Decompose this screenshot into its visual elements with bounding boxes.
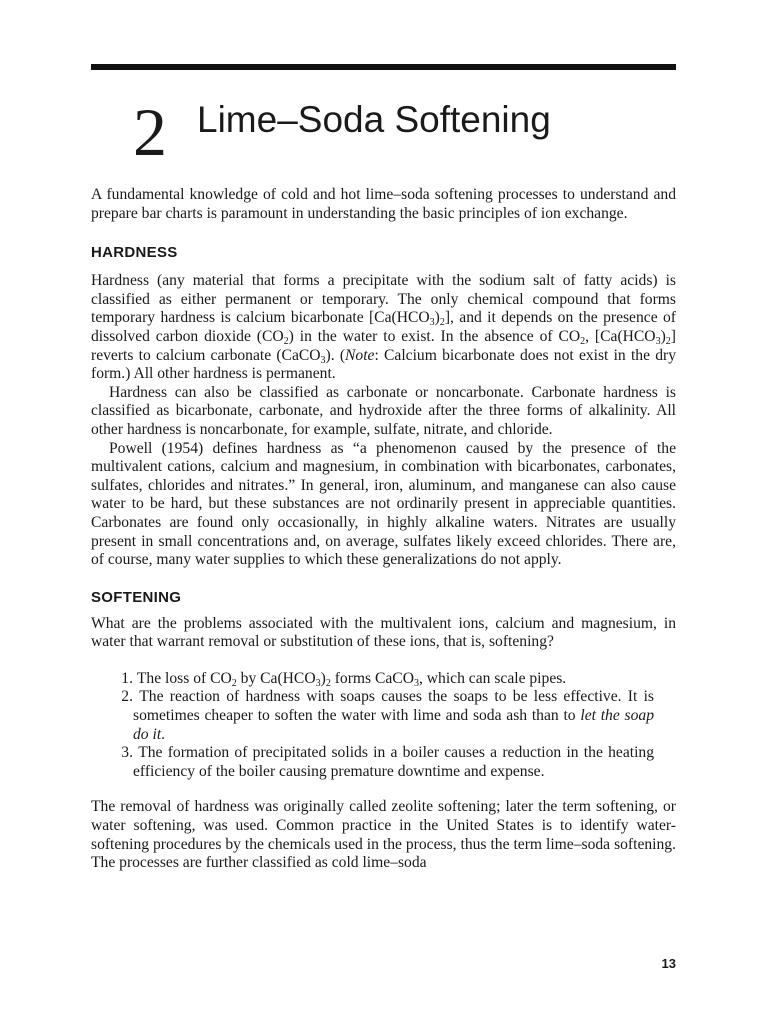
page-number: 13	[661, 956, 676, 971]
text-run: .	[161, 725, 166, 743]
list-number: 1.	[121, 669, 133, 687]
subscript: 2	[439, 317, 445, 329]
text-run: by Ca(HCO	[236, 669, 316, 687]
hardness-paragraph-3: Powell (1954) defines hardness as “a phenomenon caused by the presence of the multivalent cations, calcium and magnesium, in combination with bicarbonates, carbonates, sulfates, chlorides and nitrates.” In general, iron, aluminum, and manganese can also cause water to be hard, but these substances are not ordinarily present in appreciable quantities. Carbonates are found only occasionally, in highly alkaline waters. Nitrates are usually present in small concentrations and, on average, sulfates likely exceed chlorides. There are, of course, many water supplies to which these generalizations do not apply.	[91, 439, 676, 569]
hardness-paragraph-2: Hardness can also be classified as carbonate or noncarbonate. Carbonate hardness is classified as bicarbonate, carbonate, and hydroxide after the three forms of alkalinity. All other hardness is noncarbonate, for example, sulfate, nitrate, and chloride.	[91, 383, 676, 438]
text-run: , which can scale pipes.	[418, 669, 567, 687]
text-run: ). (	[325, 346, 346, 364]
subscript: 3	[655, 335, 661, 347]
chapter-title: Lime–Soda Softening	[197, 99, 551, 140]
subscript: 3	[315, 677, 321, 689]
text-run: Hardness (any material that forms a precipitate with the sodium salt of fatty acids) is classified as either permanent or temporary. The only chemical compound that forms temporary hardness is calcium bicarbonate [Ca(HCO	[91, 272, 676, 327]
problems-list	[91, 670, 676, 782]
text-run: )	[660, 327, 666, 345]
list-item-text	[133, 744, 654, 781]
chapter-number: 2	[133, 94, 167, 170]
list-item	[91, 688, 676, 744]
subscript: 2	[665, 335, 671, 347]
subscript: 3	[320, 354, 326, 366]
chapter-top-rule	[91, 64, 676, 70]
list-item-text	[133, 688, 654, 744]
text-run: )	[434, 309, 440, 327]
intro-paragraph: A fundamental knowledge of cold and hot lime–soda softening processes to understand and prepare bar charts is paramount in understanding the basic principles of ion exchange.	[91, 186, 676, 222]
list-number: 3.	[121, 744, 133, 762]
subscript: 2	[283, 335, 289, 347]
text-run: The reaction of hardness with soaps causes the soaps to be less effective. It is sometimes cheaper to soften the water with lime and soda ash than to	[133, 688, 654, 725]
hardness-paragraph-1	[91, 272, 676, 384]
text-run: : Calcium bicarbonate does not exist in the dry form.) All other hardness is permanent.	[91, 346, 676, 383]
emphasis: let the soap do it	[133, 707, 654, 743]
list-item	[91, 744, 676, 781]
softening-heading: SOFTENING	[91, 588, 182, 606]
subscript: 3	[429, 317, 435, 329]
softening-paragraph-1: What are the problems associated with the multivalent ions, calcium and magnesium, in water that warrant removal or substitution of these ions, that is, softening?	[91, 614, 676, 651]
text-run: , [Ca(HCO	[585, 327, 656, 345]
text-run: forms CaCO	[330, 669, 414, 687]
subscript: 2	[231, 677, 237, 689]
list-number: 2.	[121, 688, 133, 706]
note-label: Note	[345, 346, 375, 364]
text-run: The loss of CO	[136, 669, 232, 687]
text-run: ) in the water to exist. In the absence of CO	[288, 327, 581, 345]
subscript: 2	[325, 677, 331, 689]
hardness-heading: HARDNESS	[91, 244, 178, 262]
list-item	[91, 670, 676, 689]
subscript: 3	[413, 677, 419, 689]
list-item-text	[133, 670, 654, 689]
page-body	[91, 186, 676, 873]
softening-paragraph-2: The removal of hardness was originally called zeolite softening; later the term softening, or water softening, was used. Common practice in the United States is to identify water-softening procedures by the chemicals used in the process, thus the term lime–soda softening. The processes are further classified as cold lime–soda	[91, 798, 676, 872]
text-run: ] reverts to calcium carbonate (CaCO	[91, 327, 676, 364]
text-run: )	[320, 669, 326, 687]
text-run: ], and it depends on the presence of dissolved carbon dioxide (CO	[91, 309, 676, 345]
text-run: The formation of precipitated solids in a boiler causes a reduction in the heating efficiency of the boiler causing premature downtime and expense.	[133, 744, 654, 780]
subscript: 2	[580, 335, 586, 347]
